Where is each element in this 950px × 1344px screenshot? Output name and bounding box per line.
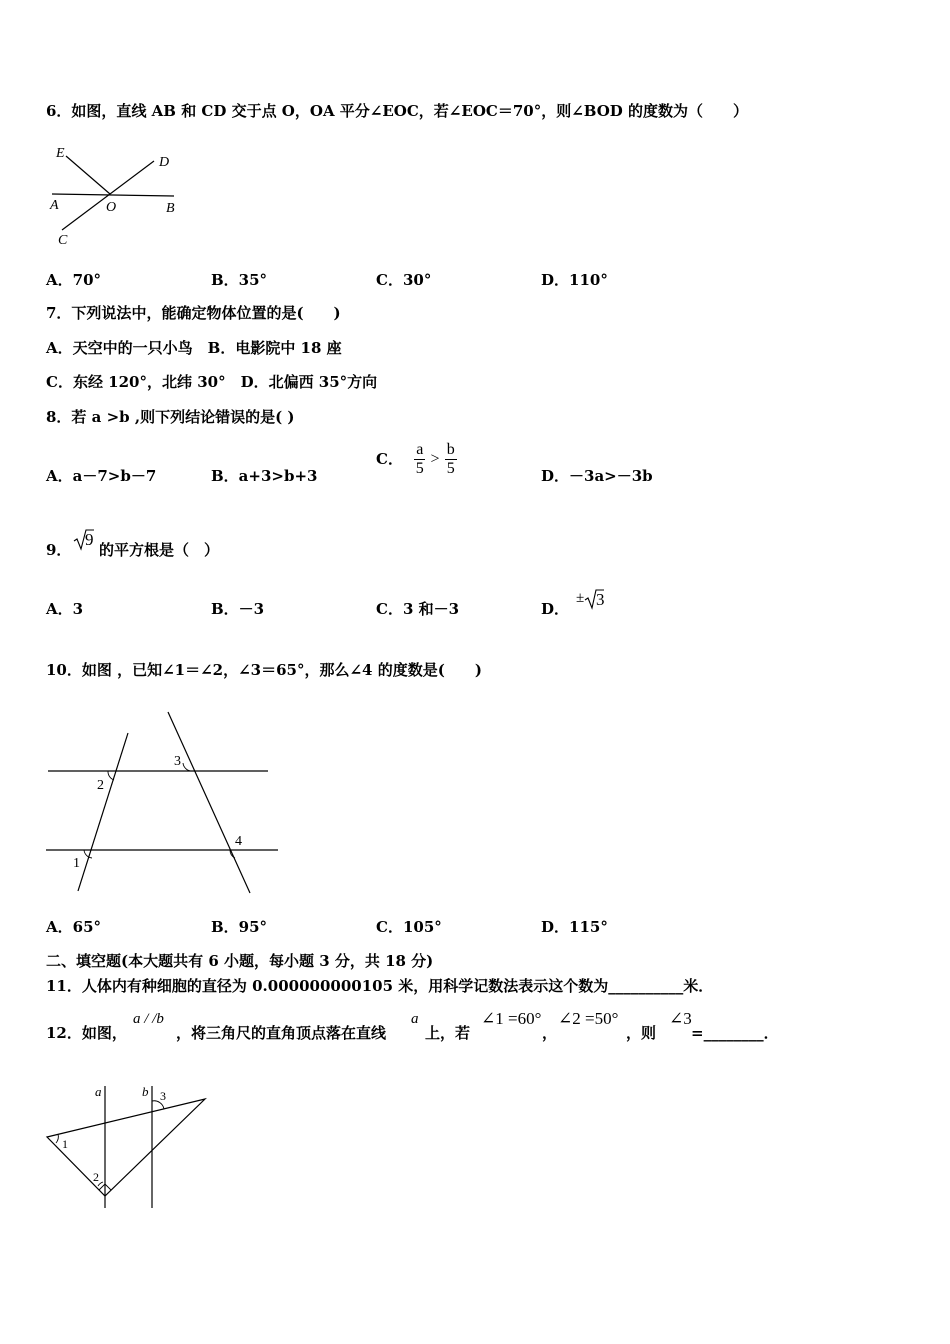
q11-stem: 11．人体内有种细胞的直径为 0.000000000105 米，用科学记数法表示这个数为__________米． <box>46 977 714 995</box>
q12-line-a: a <box>411 1011 419 1027</box>
q10-label-1: 1 <box>73 856 80 871</box>
q8-option-d: D．－3a>－3b <box>541 467 653 485</box>
q6-label-c: C <box>58 233 68 248</box>
q12-comma1: ， <box>542 1024 558 1042</box>
q9-option-a: A．3 <box>46 600 84 618</box>
q12-num: 12．如图， <box>46 1024 127 1042</box>
q12-label-3: 3 <box>160 1089 166 1103</box>
q10-option-b: B．95° <box>211 918 268 936</box>
q12-text1: ，将三角尺的直角顶点落在直线 <box>176 1024 387 1042</box>
q10-label-4: 4 <box>235 834 242 849</box>
section2-heading: 二、填空题(本大题共有 6 小题，每小题 3 分，共 18 分) <box>46 952 434 970</box>
q6-label-a: A <box>50 198 59 213</box>
q12-angle1: ∠1 =60° <box>481 1009 542 1028</box>
q8-fraction-a5 <box>414 441 425 478</box>
q8-option-c-label: C． <box>376 449 403 468</box>
q8-option-b: B．a+3>b+3 <box>211 467 318 485</box>
q10-label-2: 2 <box>97 778 104 793</box>
q7-options-row2: C．东经 120°，北纬 30° D．北偏西 35°方向 <box>46 373 378 391</box>
q6-option-d: D．110° <box>541 271 608 289</box>
q8-fraction-a-num: a <box>416 441 424 458</box>
q12-figure <box>42 1078 222 1218</box>
q12-triangle <box>47 1099 205 1196</box>
q12-text3: ，则 <box>626 1024 657 1042</box>
q8-relation: > <box>430 450 440 468</box>
q9-stem-rest: 的平方根是（ ） <box>99 541 220 559</box>
q8-option-c <box>376 441 457 478</box>
q12-angle3: ∠3 <box>669 1009 692 1028</box>
q8-fraction-b-den: 5 <box>446 460 455 477</box>
q6-label-e: E <box>56 146 65 161</box>
q12-angle2: ∠2 =50° <box>558 1009 619 1028</box>
q10-figure <box>42 705 282 905</box>
q8-option-a: A．a－7>b－7 <box>46 467 157 485</box>
q10-option-c: C．105° <box>376 918 442 936</box>
q10-label-3: 3 <box>174 754 181 769</box>
q7-stem: 7．下列说法中，能确定物体位置的是( ) <box>46 304 341 322</box>
q6-label-o: O <box>106 200 117 215</box>
q6-ray-oe <box>66 156 110 194</box>
q12-parallel: a / /b <box>133 1011 164 1027</box>
q6-label-d: D <box>159 155 170 170</box>
q12-label-b: b <box>142 1084 149 1099</box>
q6-line-ab <box>52 194 174 196</box>
q10-option-d: D．115° <box>541 918 608 936</box>
q10-stem: 10．如图 ，已知∠1＝∠2，∠3＝65°，那么∠4 的度数是( ) <box>46 661 482 679</box>
q12-tail: =________． <box>691 1024 779 1042</box>
q6-option-c: C．30° <box>376 271 432 289</box>
q7-options-row1: A．天空中的一只小鸟 B．电影院中 18 座 <box>46 339 342 357</box>
q9-radicand: 9 <box>85 530 94 549</box>
q9-num: 9． <box>46 541 72 559</box>
q12-label-2: 2 <box>93 1170 99 1184</box>
q9-option-d-label: D． <box>541 600 570 618</box>
q10-option-a: A．65° <box>46 918 102 936</box>
q9-option-c: C．3 和－3 <box>376 600 460 618</box>
q6-option-a: A．70° <box>46 271 102 289</box>
q8-stem: 8．若 a >b ,则下列结论错误的是( ) <box>46 408 295 426</box>
q6-stem: 6．如图，直线 AB 和 CD 交于点 O，OA 平分∠EOC，若∠EOC＝70°，则∠BOD 的度数为（ ） <box>46 102 749 120</box>
q12-label-1: 1 <box>62 1137 68 1151</box>
q6-figure <box>46 140 186 250</box>
q8-fraction-a-den: 5 <box>415 460 424 477</box>
q6-label-b: B <box>166 201 175 216</box>
q12-text2: 上，若 <box>425 1024 471 1042</box>
q10-transversal-right <box>168 712 250 893</box>
q12-label-a: a <box>95 1084 102 1099</box>
q8-fraction-b5 <box>445 441 457 478</box>
q9-option-d-pm: ± <box>576 590 585 606</box>
q9-option-b: B．－3 <box>211 600 265 618</box>
q10-transversal-left <box>78 733 128 891</box>
q8-fraction-b-num: b <box>446 441 455 458</box>
q9-option-d-radicand: 3 <box>596 590 605 609</box>
q6-option-b: B．35° <box>211 271 268 289</box>
